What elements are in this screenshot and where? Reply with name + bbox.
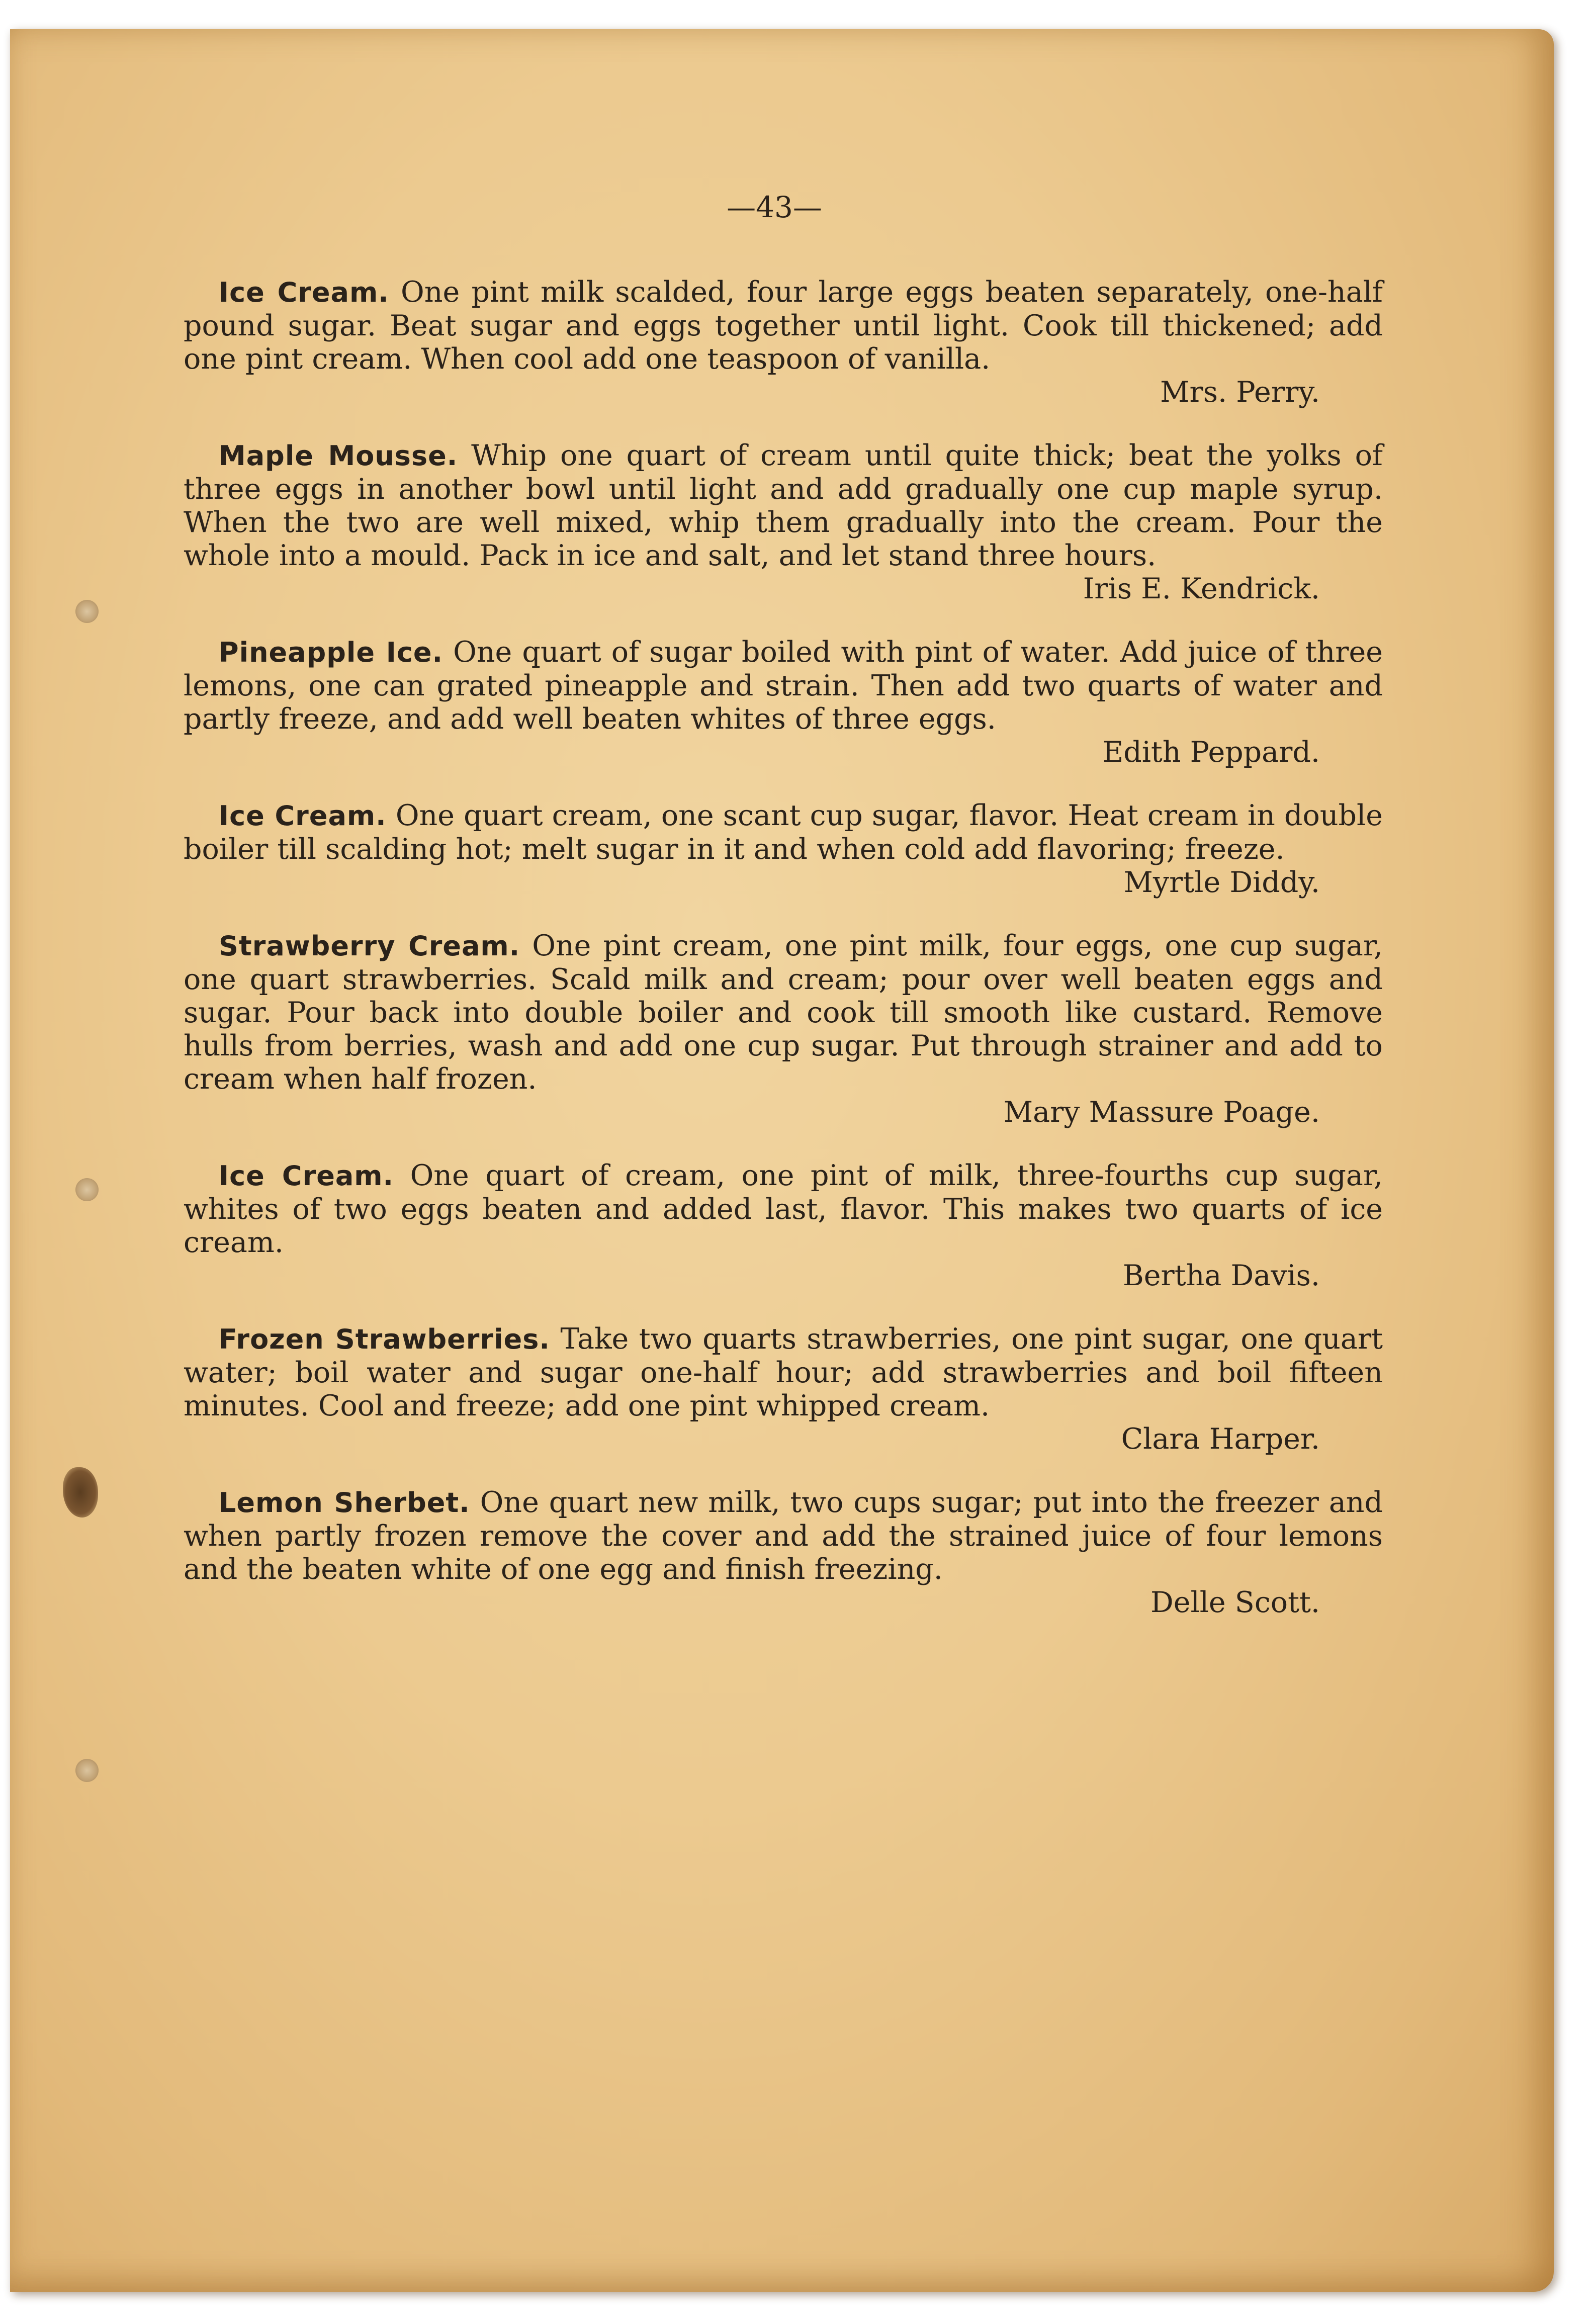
recipe-title: Ice Cream. [219,800,387,832]
recipe-title: Pineapple Ice. [219,637,444,668]
recipe-author: Mary Massure Poage. [1003,1096,1320,1129]
recipe-author: Bertha Davis. [1122,1259,1320,1292]
recipe-lemon-sherbet [184,1486,1383,1619]
recipe-author: Mrs. Perry. [1160,376,1320,409]
recipe-strawberry-cream [184,929,1383,1129]
recipe-text: One quart cream, one scant cup sugar, flavor. Heat cream in double boiler till scalding hot; melt sugar in it and when cold add flavoring; freeze. [184,799,1383,866]
recipe-title: Lemon Sherbet. [219,1487,470,1519]
recipe-text: One pint cream, one pint milk, four eggs, one cup sugar, one quart strawberries. Scald milk and cream; pour over well beaten eggs and sugar. Pour back into double boiler and cook till smooth like custard. Remove hulls from berries, wash and add one cup sugar. Put through strainer and add to cream when half frozen. [184,929,1383,1096]
recipe-author: Clara Harper. [1121,1422,1320,1456]
recipe-maple-mousse [184,439,1383,605]
binding-hole-top [75,600,99,623]
recipe-title: Frozen Strawberries. [219,1323,550,1355]
recipe-title: Strawberry Cream. [219,930,520,962]
recipe-text: One quart of sugar boiled with pint of water. Add juice of three lemons, one can grated pineapple and strain. Then add two quarts of water and partly freeze, and add well beaten whites of three eggs. [184,636,1383,736]
recipe-list [184,276,1383,1649]
recipe-text: One pint milk scalded, four large eggs beaten separately, one-half pound sugar. Beat sugar and eggs together until light. Cook till thickened; add one pint cream. When cool add one teaspoon of vanilla. [184,276,1383,376]
binding-hole-middle [75,1178,99,1201]
binding-stain [63,1467,98,1518]
binding-hole-bottom [75,1759,99,1782]
recipe-author: Edith Peppard. [1102,736,1320,769]
recipe-ice-cream-perry [184,276,1383,409]
recipe-title: Maple Mousse. [219,440,458,472]
recipe-text: One quart of cream, one pint of milk, three-fourths cup sugar, whites of two eggs beaten and added last, flavor. This makes two quarts of ice cream. [184,1159,1383,1259]
recipe-author: Myrtle Diddy. [1123,866,1320,899]
recipe-frozen-strawberries [184,1322,1383,1456]
recipe-ice-cream-davis [184,1159,1383,1292]
recipe-text: One quart new milk, two cups sugar; put into the freezer and when partly frozen remove the cover and add the strained juice of four lemons and the beaten white of one egg and finish freezing. [184,1486,1383,1586]
recipe-text: Take two quarts strawberries, one pint sugar, one quart water; boil water and sugar one-half hour; add strawberries and boil fifteen minutes. Cool and freeze; add one pint whipped cream. [184,1322,1383,1422]
recipe-title: Ice Cream. [219,1160,394,1192]
recipe-text: Whip one quart of cream until quite thick; beat the yolks of three eggs in another bowl until light and add gradually one cup maple syrup. When the two are well mixed, whip them gradually into the cream. Pour the whole into a mould. Pack in ice and salt, and let stand three hours. [184,439,1383,572]
recipe-author: Iris E. Kendrick. [1083,572,1320,605]
recipe-ice-cream-diddy [184,799,1383,899]
recipe-author: Delle Scott. [1150,1586,1320,1619]
page-number: —43— [727,190,822,224]
book-page [10,29,1554,2292]
recipe-title: Ice Cream. [219,277,389,308]
recipe-pineapple-ice [184,636,1383,769]
